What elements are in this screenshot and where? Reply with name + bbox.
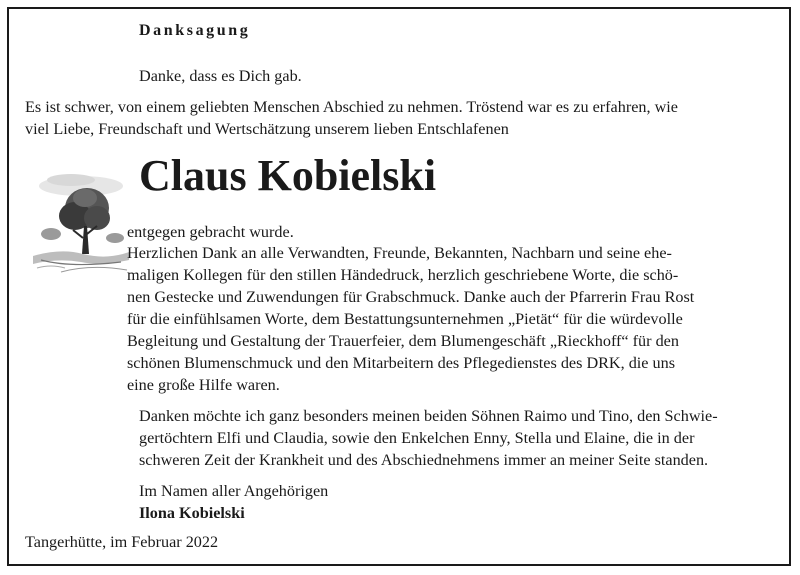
body-line-5: für die einfühlsamen Worte, dem Bestattungsunternehmen „Pietät“ für die würdevolle xyxy=(127,310,683,328)
body-line-3: maligen Kollegen für den stillen Händedruck, herzlich geschriebene Worte, die schö- xyxy=(127,266,679,284)
place-date: Tangerhütte, im Februar 2022 xyxy=(25,533,219,551)
body-line-6: Begleitung und Gestaltung der Trauerfeier, dem Blumengeschäft „Rieckhoff“ für den xyxy=(127,332,679,350)
signature: Ilona Kobielski xyxy=(139,504,245,522)
tree-landscape-illustration xyxy=(31,168,131,278)
thanks-line-1: Danken möchte ich ganz besonders meinen beiden Söhnen Raimo und Tino, den Schwie- xyxy=(139,407,718,425)
body-line-2: Herzlichen Dank an alle Verwandten, Freunde, Bekannten, Nachbarn und seine ehe- xyxy=(127,244,672,262)
obituary-card xyxy=(7,7,791,566)
deceased-name: Claus Kobielski xyxy=(139,151,437,200)
body-line-7: schönen Blumenschmuck und den Mitarbeitern des Pflegedienstes des DRK, die uns xyxy=(127,354,676,372)
thanks-line-3: schweren Zeit der Krankheit und des Abschiednehmens immer an meiner Seite standen. xyxy=(139,451,709,469)
body-line-8: eine große Hilfe waren. xyxy=(127,376,280,394)
body-line-4: nen Gestecke und Zuwendungen für Grabschmuck. Danke auch der Pfarrerin Frau Rost xyxy=(127,288,695,306)
quote: Danke, dass es Dich gab. xyxy=(139,67,302,85)
intro-line-1: Es ist schwer, von einem geliebten Menschen Abschied zu nehmen. Tröstend war es zu erfahren, wie xyxy=(25,98,678,116)
intro-line-2: viel Liebe, Freundschaft und Wertschätzung unserem lieben Entschlafenen xyxy=(25,120,509,138)
closing-line: Im Namen aller Angehörigen xyxy=(139,482,329,500)
body-line-1: entgegen gebracht wurde. xyxy=(127,223,294,241)
thanks-line-2: gertöchtern Elfi und Claudia, sowie den Enkelchen Enny, Stella und Elaine, die in der xyxy=(139,429,695,447)
heading: Danksagung xyxy=(139,22,251,39)
